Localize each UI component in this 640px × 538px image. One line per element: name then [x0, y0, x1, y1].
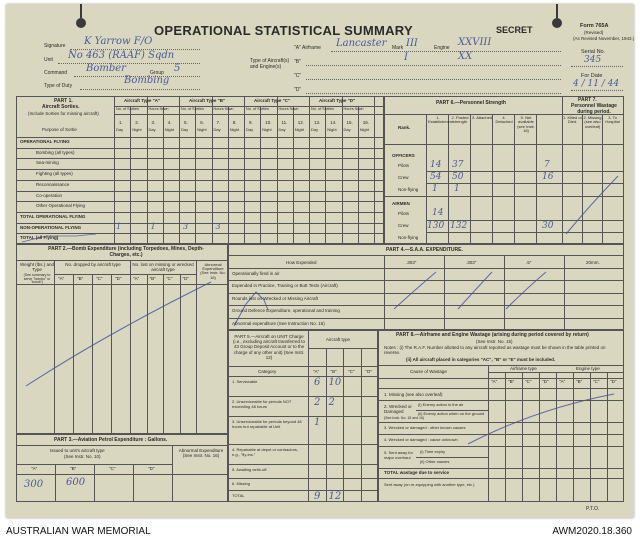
form-revised-date: (As Revised November, 1943.) [573, 36, 634, 41]
column-number: 14. [330, 120, 337, 125]
row-a-engine: XXVIII [458, 37, 492, 48]
wastage-row-label: (i) Time expiry [420, 449, 446, 454]
engine-label: Engine [434, 45, 450, 51]
grid-line [163, 274, 164, 434]
column-number: 8. [232, 120, 237, 125]
secret-label: SECRET [496, 25, 533, 35]
calibre-header: .5" [526, 260, 532, 265]
sortie-row-label: Fighting (all types) [36, 171, 73, 177]
column-number: 13. [314, 120, 321, 125]
aircraft-type-header: Aircraft Type "C" [254, 98, 291, 103]
grid-line [228, 376, 378, 377]
grid-line [73, 274, 74, 434]
column-number: 6. [200, 120, 205, 125]
grid-line [228, 268, 624, 269]
column-label: Night [132, 127, 142, 132]
sortie-row-label: Other Operational Flying [36, 203, 86, 209]
grid-line [147, 274, 148, 434]
grid-line [16, 169, 384, 170]
weight-note: (See summary to serve "bombs" or "bomb") [23, 273, 51, 285]
type-header: "A" [31, 466, 38, 471]
grid-line [228, 464, 378, 465]
aircraft-type-header: Aircraft Type "D" [319, 98, 356, 103]
unit-value: No 463 (RAAF) Sqdn [68, 50, 175, 61]
grid-line [228, 293, 624, 294]
officers-nonflying-posted: 1 [454, 184, 460, 194]
unit-charge-a: 1 [314, 417, 321, 428]
type-header: "B" [508, 379, 515, 384]
part4-title: PART 4.—S.A.A. EXPENDITURE. [386, 247, 463, 253]
pilots-label: Pilots [398, 163, 410, 168]
nonflying-label: Non-flying [398, 187, 419, 192]
weight-header: Weight (lbs.) and Type [20, 262, 54, 272]
calibre-header: .303" [406, 260, 417, 265]
column-number: 4. [167, 120, 172, 125]
grid-line [522, 372, 523, 502]
part8-subtitle: (See Instr. No. 15) [476, 339, 513, 344]
category-row-label: TOTAL [232, 493, 245, 498]
nonop-value: 3 [215, 221, 221, 231]
grid-line [488, 372, 624, 373]
petrol-b: 600 [66, 477, 86, 488]
grid-line [180, 274, 181, 434]
serial-label: Serial No. [581, 49, 606, 55]
unit-label: Unit [44, 57, 53, 63]
type-header: "B" [149, 276, 156, 281]
row-b-label: "B" [294, 59, 301, 65]
type-header: "C" [96, 276, 103, 281]
column-label: Day [246, 127, 254, 132]
grid-line [228, 366, 378, 367]
part1-title: PART 1. [54, 98, 73, 104]
column-number: 5. [184, 120, 188, 125]
subhead-label: Hours flown [148, 107, 169, 111]
grid-line [228, 280, 624, 281]
sortie-row-label: Reconnaissance [36, 181, 70, 187]
aircraft-type-header: Aircraft Type "A" [124, 98, 161, 103]
category-row-label: 5. Awaiting write-off [232, 467, 267, 472]
grid-line [505, 372, 506, 502]
grid-line [54, 260, 55, 434]
grid-line [16, 148, 384, 149]
see-instruction: (See Instr. No. 15 and 16) [384, 416, 425, 420]
grid-line [16, 474, 228, 475]
type-header: "B" [330, 369, 337, 374]
grid-line [378, 434, 624, 435]
unit-charge-a: 6 [314, 377, 321, 388]
strike-line-part4-c [458, 272, 492, 309]
wastage-row-label: 4. Wrecked or damaged : cause unknown [384, 437, 458, 442]
part1-note: (Include Sorties for missing aircraft) [28, 111, 99, 116]
aircraft-label: Type of Aircraft(s) and Engine(s) [250, 58, 290, 70]
group-value: 5 [174, 63, 181, 74]
unit-charge-a: 2 [314, 397, 321, 408]
grid-line [228, 444, 378, 445]
grid-line [416, 457, 488, 458]
officers-pilots-posted: 37 [452, 160, 464, 170]
column-label: Night [327, 127, 337, 132]
grid-line [16, 137, 384, 138]
type-header: "A" [559, 379, 566, 384]
row-b-mark: I [404, 52, 408, 63]
type-header: "B" [77, 276, 84, 281]
grid-line [536, 114, 537, 244]
column-number: 10. [265, 120, 272, 125]
wastage-row-label: 3. Wrecked or damaged : other known causes [384, 425, 466, 430]
group-label: Group [150, 70, 164, 76]
column-label: Night [229, 127, 240, 132]
grid-line [573, 372, 574, 502]
grid-line [590, 372, 591, 502]
calibre-header: 20mm. [586, 260, 600, 265]
grid-line [384, 144, 624, 145]
column-number: 15. [346, 120, 353, 125]
row-d-label: "D" [294, 87, 302, 93]
for-date-value: 4 / 11 / 44 [573, 79, 620, 89]
row-c-label: "C" [294, 73, 302, 79]
grid-line [16, 180, 384, 181]
subhead-label: No. of Sorties [116, 107, 140, 111]
cause-header: Cause of Wastage [410, 369, 447, 374]
part8-note2: (ii) All aircraft placed in categories "AC", "B" or "E" must be included. [406, 357, 556, 362]
grid-line [228, 490, 378, 491]
grid-line [54, 274, 196, 275]
column-label: Day [343, 127, 351, 132]
net-available-crew: 16 [542, 172, 554, 182]
officers-crew-establishment: 54 [430, 172, 442, 182]
wastage-row-label: (i) Enemy action in the air [418, 402, 464, 407]
part8-title: PART 8.—Airframe and Engine Wastage (arising during period covered by return) [396, 332, 589, 338]
grid-line [607, 372, 608, 502]
issued-note: (See Instr. No. 10) [64, 454, 101, 459]
column-label: Day [278, 127, 286, 132]
command-value: Bomber [86, 63, 126, 74]
nonop-value: 1 [150, 221, 156, 231]
grid-line [582, 114, 583, 244]
calibre-header: .303" [466, 260, 477, 265]
grid-line [114, 114, 384, 115]
form-title: OPERATIONAL STATISTICAL SUMMARY [154, 23, 413, 38]
purpose-header: Purpose of Sortie [42, 127, 77, 132]
s-a-a-row-label: Operationally fired in air [232, 271, 280, 276]
grid-line [130, 260, 131, 434]
officers-pilots-establishment: 14 [430, 160, 442, 170]
grid-line [16, 212, 384, 213]
nonop-value: 1 [116, 221, 122, 231]
pilots-label: Pilots [398, 211, 410, 216]
column-label: Day [181, 127, 189, 132]
grid-line [16, 223, 384, 224]
column-number: 11. [281, 120, 288, 125]
part7-title: PART 7. [578, 97, 597, 103]
sortie-row-label: NON-OPERATIONAL FLYING [20, 224, 82, 230]
sortie-row-label: TOTAL OPERATIONAL FLYING [20, 213, 86, 219]
type-header: "B" [70, 466, 77, 471]
dropped-header: No. dropped by aircraft type [65, 262, 121, 267]
grid-line [16, 191, 384, 192]
sortie-row-label: Bombing (all types) [36, 149, 75, 155]
personnel-col-header: 1. Establishment [428, 115, 454, 125]
abnormal-header: Abnormal Expenditure (See Instr. No. 16) [200, 262, 226, 280]
form-revised: (Revised) [584, 30, 604, 35]
footer-right: AWM2020.18.360 [552, 526, 632, 537]
row-a-airframe: Lancaster [336, 38, 387, 49]
airmen-pilots-establishment: 14 [432, 208, 444, 218]
wastage-col-header: 3. To Hospital [605, 115, 620, 125]
category-row-label: 3. Unserviceable for periods beyond 48 hours but repairable at Unit [232, 419, 302, 429]
part6-title: PART 6.—Personnel Strength [436, 100, 506, 106]
row-b-engine: XX [458, 51, 473, 62]
grid-line [196, 260, 197, 434]
category-header: Category [258, 369, 277, 374]
airmen-crew-establishment: 130 [427, 221, 445, 231]
type-header: "C" [109, 466, 116, 471]
grid-line [556, 372, 557, 502]
type-header: "A" [313, 369, 320, 374]
s-a-a-row-label: Expended in Practice, Training or Butt Tests (Aircraft) [232, 283, 338, 289]
grid-line [426, 232, 624, 233]
row-a-mark: III [406, 38, 418, 49]
grid-line [539, 372, 540, 502]
column-number: 7. [216, 120, 221, 125]
personnel-col-header: 2. Posted strength [451, 115, 469, 125]
grid-line [378, 468, 624, 469]
category-row-label: 4. Repairable at depot or contractors, e.g., "fly-ins." [232, 447, 299, 457]
s-a-a-row-label: Abnormal expenditure (See Instruction No. 16) [232, 320, 325, 326]
sortie-row-label: TOTAL (all Flying) [20, 235, 59, 241]
type-header: "D" [365, 369, 372, 374]
grid-line [133, 464, 134, 502]
aircraft-type-header: Aircraft type [326, 337, 351, 342]
type-of-duty-label: Type of Duty [44, 83, 73, 89]
crew-label: Crew [398, 223, 409, 228]
grid-line [378, 478, 624, 479]
grid-line [378, 378, 624, 379]
grid-line [16, 445, 228, 446]
type-header: "C" [525, 379, 532, 384]
grid-line [378, 388, 624, 389]
type-header: "D" [610, 379, 617, 384]
part7-subtitle: Personnel Wastage during period. [571, 103, 617, 115]
grid-line [448, 114, 449, 244]
grid-line [94, 464, 95, 502]
grid-line [111, 274, 112, 434]
column-label: Night [294, 127, 305, 132]
wastage-row-label: 5. Sent away for major overhaul [384, 450, 413, 460]
strike-line-part4-d [506, 272, 546, 309]
s-a-a-row-label: Ground Defence Expenditure, operational and training [232, 308, 340, 314]
grid-line [378, 446, 624, 447]
officers-crew-posted: 50 [452, 172, 464, 182]
aircraft-type-header: Aircraft Type "B" [189, 98, 226, 103]
type-of-duty-value: Bombing [124, 75, 170, 86]
part5-title: PART 5.—Aircraft on UNIT Charge (i.e., excluding aircraft transferred to 43 Group Deposit Account or to the charge of any other unit) (See Instr. 12) [232, 334, 306, 360]
wastage-col-header: 2. Missing (see also overleaf) [583, 115, 602, 129]
wastage-total-label: TOTAL wastage due to service [384, 470, 450, 475]
issued-header: Issued to unit's aircraft type [50, 448, 105, 453]
wastage-col-header: 1. Killed or Died. [563, 115, 582, 125]
column-label: Night [164, 127, 175, 132]
grid-line [16, 233, 384, 234]
wastage-row-label: (ii) Other causes [420, 459, 450, 464]
net-available-pilots: 7 [544, 160, 550, 170]
subhead-label: No. of Sorties [181, 107, 205, 111]
abnormal-header: Abnormal Expenditure (See Instr. No. 16) [178, 448, 224, 458]
grid-line [92, 274, 93, 434]
officers-label: OFFICERS [392, 153, 415, 158]
how-expended-header: How Expended [286, 260, 317, 265]
column-number: 1. [119, 120, 123, 125]
command-label: Command [44, 70, 68, 76]
type-header: "A" [491, 379, 498, 384]
part3-title: PART 3.—Aviation Petrol Expenditure : Gallons. [54, 437, 168, 443]
net-available-airmen: 30 [542, 221, 554, 231]
mark-label: Mark [392, 45, 404, 51]
airframe-type-header: Airframe type [510, 366, 537, 371]
column-label: Day [148, 127, 156, 132]
strike-line-part4-b [394, 272, 436, 309]
part1-subtitle: Aircraft Sorties. [42, 104, 80, 110]
grid-line [55, 464, 56, 502]
column-label: Night [262, 127, 272, 132]
signature-label: Signature [44, 43, 66, 49]
type-header: "B" [576, 379, 583, 384]
grid-line [378, 400, 624, 401]
sortie-row-label: Co-operation [36, 192, 63, 198]
strike-line-part7 [566, 176, 618, 234]
petrol-a: 300 [24, 479, 44, 490]
wastage-row-label: (ii) Enemy action when on the ground [418, 411, 485, 416]
type-header: "D" [148, 466, 155, 471]
unit-charge-a: 9 [314, 491, 321, 502]
row-a-label: "A" Airframe [294, 45, 321, 51]
sortie-row-label: OPERATIONAL FLYING [20, 139, 70, 144]
grid-line [602, 114, 603, 244]
unit-charge-b: 12 [328, 491, 342, 502]
signature-value: K Yarrow F/O [84, 36, 153, 47]
rank-header: Rank. [398, 125, 411, 130]
crew-label: Crew [398, 175, 409, 180]
column-number: 9. [249, 120, 253, 125]
column-label: Day [311, 127, 319, 132]
type-header: "A" [133, 276, 140, 281]
type-header: "D" [115, 276, 122, 281]
grid-line [378, 422, 624, 423]
personnel-col-header: 3. Attached [472, 115, 493, 120]
column-label: Night [359, 127, 370, 132]
column-number: 12. [297, 120, 305, 125]
part2-title: PART 2.—Bomb Expenditure (including Torpedoes, Mines, Depth-Charges, etc.) [48, 246, 204, 258]
type-header: "C" [593, 379, 600, 384]
type-header: "C" [348, 369, 355, 374]
wastage-row-label: 2. Wrecked or Damaged [384, 404, 412, 414]
wastage-row-label: Sent away (on re-equipping with another type, etc.) [384, 482, 475, 487]
column-number: 2. [135, 120, 140, 125]
type-header: "A" [58, 276, 65, 281]
unit-charge-b: 2 [328, 397, 335, 408]
nonop-value: 3 [183, 221, 189, 231]
grid-line [492, 114, 493, 244]
form-sheet [6, 4, 634, 518]
nonflying-label: Non-flying [398, 235, 419, 240]
for-date-label: For Date [581, 73, 603, 79]
grid-line [228, 396, 378, 397]
type-header: "D" [542, 379, 549, 384]
subhead-label: Hours flown [278, 107, 299, 111]
engine-type-header: Engine type [576, 366, 600, 371]
s-a-a-row-label: Rounds lost on Wrecked or Missing Aircraft [232, 295, 318, 301]
subhead-label: No. of Sorties [311, 107, 335, 111]
personnel-col-header: 5. Net available (see Instr. 16) [517, 115, 535, 134]
grid-line [384, 196, 624, 197]
column-number: 3. [151, 120, 156, 125]
grid-line [16, 158, 384, 159]
subhead-label: Hours flown [343, 107, 364, 111]
part8-note1: Notes : (i) The R.A.F. Number allotted to any aircraft reported as wastage must be shown in the table printed on reverse. [384, 345, 606, 355]
grid-line [228, 416, 378, 417]
sortie-row-label: Sea-mining [36, 160, 59, 166]
category-row-label: 6. Missing [232, 481, 251, 486]
airmen-crew-posted: 132 [450, 221, 468, 231]
serial-value: 345 [584, 55, 602, 65]
wastage-row-label: 1. Missing (see also overleaf) [384, 392, 443, 397]
type-header: "C" [166, 276, 173, 281]
column-label: Night [197, 127, 207, 132]
category-row-label: 1. Serviceable [232, 379, 258, 384]
form-number: Form 765A [580, 23, 609, 29]
column-number: 16. [362, 120, 370, 125]
grid-line [514, 114, 515, 244]
category-row-label: 2. Unserviceable for periods NOT exceeding 48 hours [232, 399, 292, 409]
unit-charge-b: 10 [328, 377, 342, 388]
grid-line [16, 201, 384, 202]
grid-line [228, 318, 624, 319]
column-label: Day [213, 127, 221, 132]
column-label: Day [116, 127, 124, 132]
personnel-col-header: 4. Detached [495, 115, 513, 125]
officers-nonflying-establishment: 1 [432, 184, 438, 194]
pto-label: P.T.O. [586, 506, 600, 512]
grid-line [228, 478, 378, 479]
lost-header: No. lost on missing or wrecked aircraft type [132, 262, 194, 272]
subhead-label: Hours flown [213, 107, 234, 111]
airmen-label: AIRMEN [392, 201, 410, 206]
subhead-label: No. of Sorties [246, 107, 270, 111]
grid-line [470, 114, 471, 244]
footer-left: AUSTRALIAN WAR MEMORIAL [6, 526, 151, 537]
type-header: "D" [182, 276, 189, 281]
grid-line [228, 305, 624, 306]
strike-line-part8 [468, 394, 614, 444]
